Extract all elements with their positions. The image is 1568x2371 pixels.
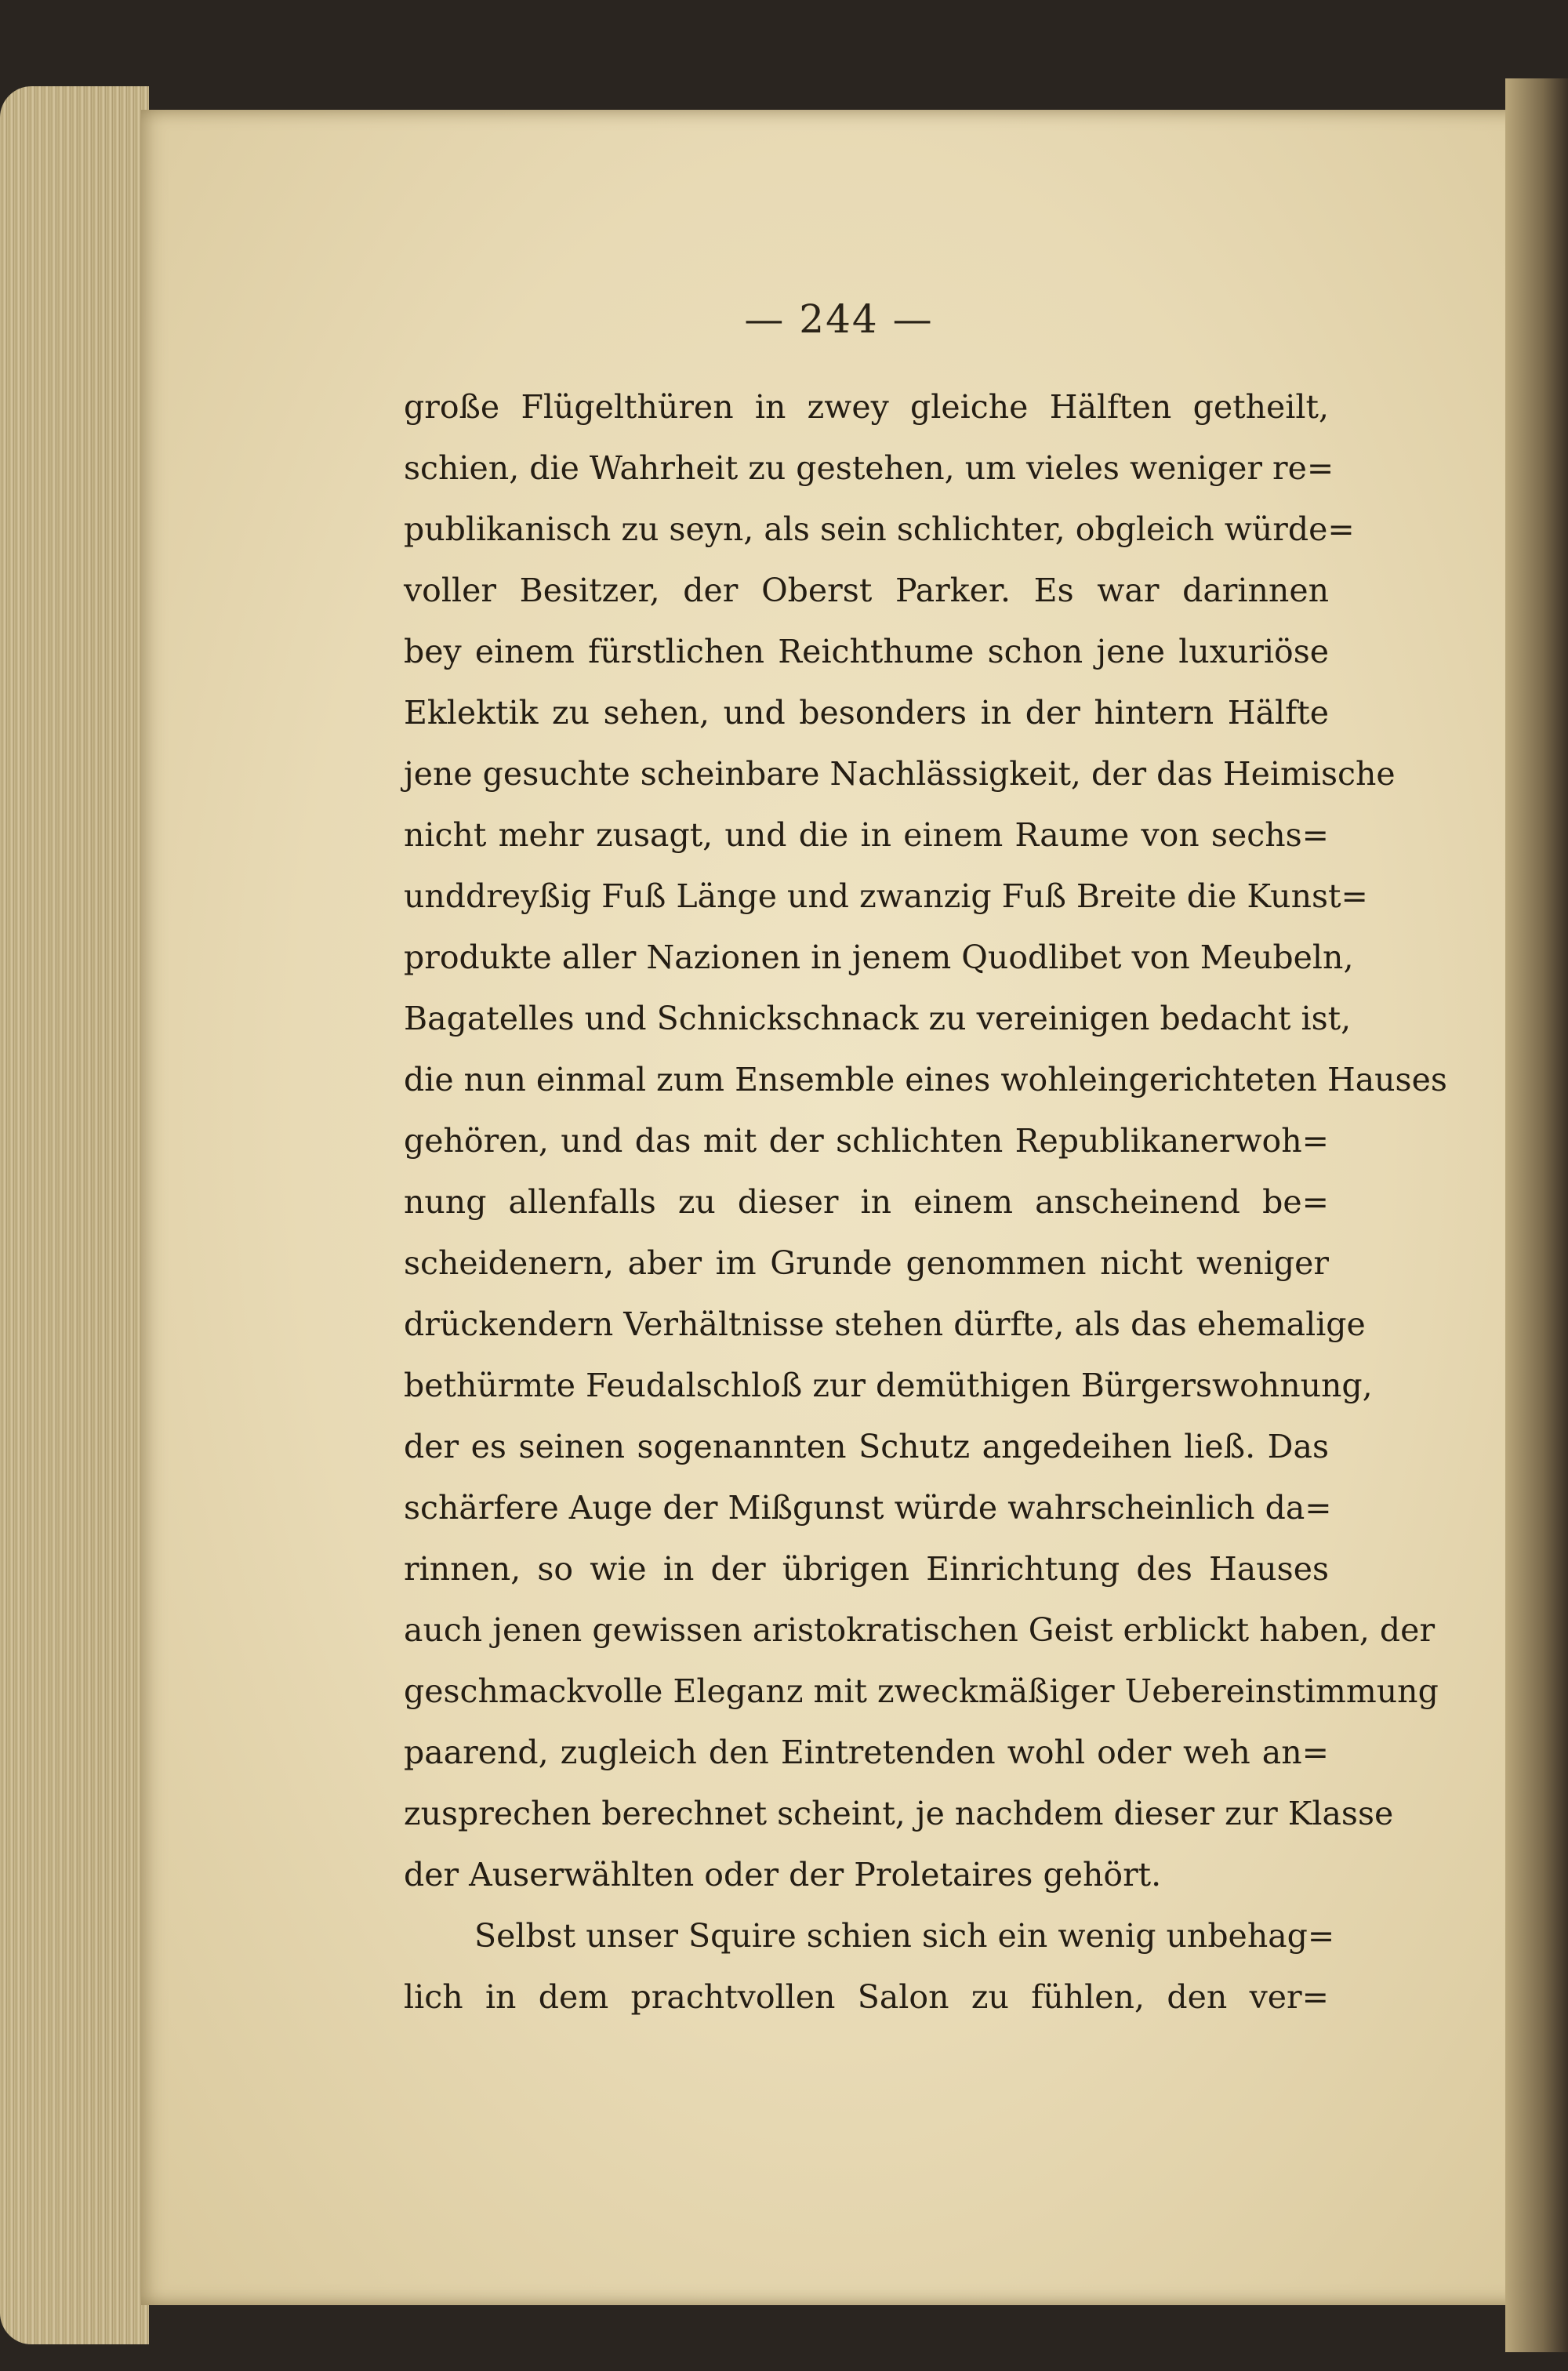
text-line: voller Besitzer, der Oberst Parker. Es war darinnen xyxy=(404,572,1329,609)
paragraph-end-line: der Auserwählten oder der Proletaires gehört. xyxy=(404,1856,1162,1894)
text-line: große Flügelthüren in zwey gleiche Hälften getheilt, xyxy=(404,388,1329,426)
book-gutter-right xyxy=(1505,78,1568,2352)
text-line: schien, die Wahrheit zu gestehen, um vieles weniger re= xyxy=(404,449,1334,487)
page-edges-left xyxy=(0,86,149,2344)
text-line: lich in dem prachtvollen Salon zu fühlen, den ver= xyxy=(404,1978,1329,2016)
text-line: schärfere Auge der Mißgunst würde wahrscheinlich da= xyxy=(404,1489,1332,1527)
text-line: produkte aller Nazionen in jenem Quodlibet von Meubeln, xyxy=(404,939,1354,976)
text-line: drückendern Verhältnisse stehen dürfte, als das ehemalige xyxy=(404,1305,1366,1343)
text-line: bey einem fürstlichen Reichthume schon jene luxuriöse xyxy=(404,633,1329,670)
page-number: — 244 — xyxy=(744,296,934,342)
body-text xyxy=(404,376,1447,2028)
text-line: jene gesuchte scheinbare Nachlässigkeit, der das Heimische xyxy=(404,755,1396,793)
text-line: unddreyßig Fuß Länge und zwanzig Fuß Breite die Kunst= xyxy=(404,877,1368,915)
text-line: scheidenern, aber im Grunde genommen nicht weniger xyxy=(404,1244,1329,1282)
text-line: die nun einmal zum Ensemble eines wohleingerichteten Hauses xyxy=(404,1061,1447,1098)
text-line: der es seinen sogenannten Schutz angedeihen ließ. Das xyxy=(404,1428,1329,1465)
text-line: Eklektik zu sehen, und besonders in der hintern Hälfte xyxy=(404,694,1329,732)
text-line: bethürmte Feudalschloß zur demüthigen Bürgerswohnung, xyxy=(404,1367,1373,1404)
text-line: auch jenen gewissen aristokratischen Geist erblickt haben, der xyxy=(404,1611,1436,1649)
text-line: rinnen, so wie in der übrigen Einrichtung des Hauses xyxy=(404,1550,1329,1588)
text-line: gehören, und das mit der schlichten Republikanerwoh= xyxy=(404,1122,1329,1160)
text-line: Bagatelles und Schnickschnack zu vereinigen bedacht ist, xyxy=(404,1000,1352,1037)
text-line: paarend, zugleich den Eintretenden wohl oder weh an= xyxy=(404,1734,1329,1771)
text-line: zusprechen berechnet scheint, je nachdem dieser zur Klasse xyxy=(404,1795,1394,1832)
text-line: nicht mehr zusagt, und die in einem Raume von sechs= xyxy=(404,816,1329,854)
paragraph-start-line: Selbst unser Squire schien sich ein wenig unbehag= xyxy=(474,1917,1335,1955)
text-line: nung allenfalls zu dieser in einem anscheinend be= xyxy=(404,1183,1329,1221)
text-line: geschmackvolle Eleganz mit zweckmäßiger Uebereinstimmung xyxy=(404,1672,1439,1710)
text-line: publikanisch zu seyn, als sein schlichter, obgleich würde= xyxy=(404,510,1355,548)
